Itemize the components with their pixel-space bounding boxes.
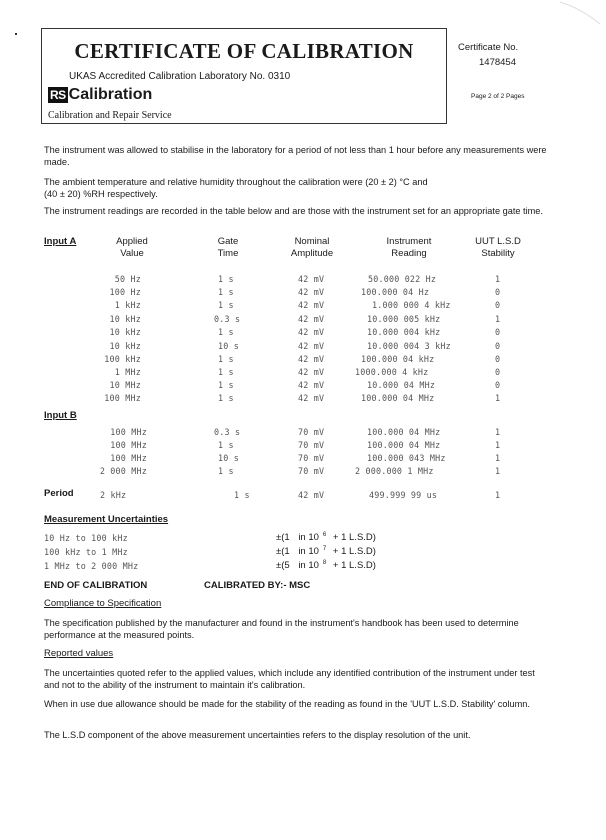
input-a-lsd: 0 [495, 354, 501, 364]
input-a-amplitude: 42 mV [298, 354, 325, 364]
uncertainty-tail: + 1 L.S.D) [332, 546, 376, 558]
input-a-reading: 1.000 000 4 kHz [372, 300, 451, 310]
input-a-reading: 100.000 04 kHz [361, 354, 435, 364]
uncertainty-pm: ±(1 [276, 532, 290, 544]
intro-paragraph-2 [44, 176, 564, 201]
input-a-lsd: 0 [495, 327, 501, 337]
reported-paragraph-1: The uncertainties quoted refer to the applied values, which include any identified contribution of the instrument under test and not to the ability of the instrument to maintain it's calibration. [44, 668, 535, 691]
input-a-lsd: 1 [495, 393, 501, 403]
input-b-gate: 1 s [218, 440, 234, 450]
input-a-lsd: 1 [495, 274, 501, 284]
uncertainty-value [276, 560, 376, 571]
uncertainty-pm: ±(1 [276, 546, 290, 558]
uncertainty-tail: + 1 L.S.D) [332, 532, 376, 544]
input-b-amplitude: 70 mV [298, 453, 325, 463]
input-a-amplitude: 42 mV [298, 314, 325, 324]
uncertainty-value [276, 546, 376, 557]
certificate-number-label: Certificate No. [458, 42, 519, 53]
col-lsd-line2: Stability [481, 248, 515, 259]
period-reading: 499.999 99 us [369, 490, 438, 500]
input-a-gate: 1 s [218, 367, 234, 377]
input-a-reading: 100.000 04 MHz [361, 393, 435, 403]
intro-paragraph-2-line-1: The ambient temperature and relative humidity throughout the calibration were (20 ± 2) °C and [44, 177, 428, 187]
input-b-reading: 2 000.000 1 MHz [355, 466, 434, 476]
input-a-amplitude: 42 mV [298, 380, 325, 390]
uncertainty-range: 100 kHz to 1 MHz [44, 547, 128, 557]
input-b-applied: 100 MHz [110, 427, 147, 437]
input-b-amplitude: 70 mV [298, 466, 325, 476]
input-a-amplitude: 42 mV [298, 300, 325, 310]
col-applied-value [102, 236, 162, 260]
reported-paragraph-2: When in use due allowance should be made for the stability of the reading as found in the 'UUT L.S.D. Stability' column. [44, 699, 530, 709]
uncertainty-pm: ±(5 [276, 560, 290, 572]
uncertainty-base: in 10 [298, 546, 319, 558]
input-a-lsd: 0 [495, 380, 501, 390]
input-b-applied: 2 000 MHz [99, 466, 147, 476]
input-b-amplitude: 70 mV [298, 440, 325, 450]
col-amp-line1: Nominal [294, 236, 330, 247]
input-a-amplitude: 42 mV [298, 327, 325, 337]
col-gate-time [208, 236, 248, 260]
input-b-lsd: 1 [495, 440, 501, 450]
rs-calibration-logo [48, 86, 152, 104]
intro-paragraph-2-line-2: (40 ± 20) %RH respectively. [44, 189, 158, 200]
input-b-lsd: 1 [495, 453, 501, 463]
certificate-title: CERTIFICATE OF CALIBRATION [74, 39, 414, 63]
input-a-amplitude: 42 mV [298, 274, 325, 284]
uncertainty-exponent: 6 [322, 532, 327, 538]
compliance-heading: Compliance to Specification [44, 598, 162, 609]
input-a-applied: 100 kHz [104, 354, 141, 364]
input-a-gate: 1 s [218, 354, 234, 364]
input-a-applied: 100 Hz [109, 287, 141, 297]
uncertainty-exponent: 7 [322, 546, 327, 552]
col-applied-line1: Applied [116, 236, 148, 247]
input-b-applied: 100 MHz [110, 440, 147, 450]
logo-text: Calibration [68, 86, 153, 103]
col-read-line1: Instrument [386, 236, 432, 247]
scan-speck [15, 33, 17, 35]
input-a-applied: 50 Hz [114, 274, 141, 284]
input-a-gate: 1 s [218, 287, 234, 297]
input-a-lsd: 0 [495, 341, 501, 351]
input-a-reading: 10.000 004 3 kHz [367, 341, 451, 351]
input-a-gate: 1 s [218, 300, 234, 310]
uncertainties-heading: Measurement Uncertainties [44, 514, 169, 525]
col-lsd-line1: UUT L.S.D [475, 236, 521, 247]
input-a-gate: 1 s [218, 380, 234, 390]
input-a-amplitude: 42 mV [298, 287, 325, 297]
input-b-reading: 100.000 04 MHz [367, 440, 441, 450]
page-indicator: Page 2 of 2 Pages [471, 93, 525, 100]
input-a-applied: 10 kHz [109, 341, 141, 351]
end-of-calibration: END OF CALIBRATION [44, 580, 148, 591]
input-a-lsd: 0 [495, 367, 501, 377]
input-a-reading: 10.000 004 kHz [367, 327, 441, 337]
input-a-heading: Input A [44, 236, 77, 247]
input-a-applied: 1 MHz [114, 367, 141, 377]
input-b-lsd: 1 [495, 427, 501, 437]
input-a-lsd: 0 [495, 300, 501, 310]
input-b-heading: Input B [44, 410, 77, 421]
calibrated-by: CALIBRATED BY:- MSC [204, 580, 311, 591]
input-b-gate: 10 s [218, 453, 239, 463]
period-heading: Period [44, 488, 74, 499]
input-a-gate: 1 s [218, 274, 234, 284]
certificate-header [41, 28, 447, 124]
ukas-accreditation: UKAS Accredited Calibration Laboratory No. 0310 [69, 71, 291, 82]
uncertainty-base: in 10 [298, 560, 319, 572]
page-fold-mark [560, 0, 606, 30]
reported-values-heading: Reported values [44, 648, 114, 659]
input-a-amplitude: 42 mV [298, 367, 325, 377]
input-a-applied: 1 kHz [114, 300, 141, 310]
intro-paragraph-3: The instrument readings are recorded in the table below and are those with the instrument set for an appropriate gate time. [44, 206, 543, 216]
input-a-reading: 100.000 04 Hz [361, 287, 430, 297]
certificate-number: 1478454 [479, 57, 516, 68]
col-nominal-amplitude [280, 236, 344, 260]
col-instrument-reading [374, 236, 444, 260]
col-amp-line2: Amplitude [290, 248, 334, 259]
input-b-applied: 100 MHz [110, 453, 147, 463]
col-read-line2: Reading [391, 248, 427, 259]
col-uut-lsd-stability [468, 236, 528, 260]
service-line: Calibration and Repair Service [48, 110, 172, 121]
uncertainty-tail: + 1 L.S.D) [332, 560, 376, 572]
input-a-lsd: 0 [495, 287, 501, 297]
period-applied: 2 kHz [100, 490, 127, 500]
input-b-lsd: 1 [495, 466, 501, 476]
input-b-gate: 0.3 s [214, 427, 241, 437]
input-b-reading: 100.000 04 MHz [367, 427, 441, 437]
input-a-reading: 10.000 04 MHz [367, 380, 436, 390]
input-a-gate: 10 s [218, 341, 239, 351]
col-gate-line2: Time [217, 248, 239, 259]
rs-logo-mark: RS [50, 88, 66, 102]
col-gate-line1: Gate [217, 236, 239, 247]
input-a-applied: 10 MHz [109, 380, 141, 390]
uncertainty-exponent: 8 [322, 560, 327, 566]
input-a-reading: 1000.000 4 kHz [355, 367, 429, 377]
input-b-reading: 100.000 043 MHz [367, 453, 446, 463]
input-a-gate: 0.3 s [214, 314, 241, 324]
col-applied-line2: Value [120, 248, 144, 259]
input-a-amplitude: 42 mV [298, 341, 325, 351]
reported-paragraph-3: The L.S.D component of the above measurement uncertainties refers to the display resolution of the unit. [44, 730, 471, 740]
period-gate: 1 s [234, 490, 250, 500]
input-a-gate: 1 s [218, 393, 234, 403]
input-b-gate: 1 s [218, 466, 234, 476]
input-a-applied: 100 MHz [104, 393, 141, 403]
input-a-gate: 1 s [218, 327, 234, 337]
period-amplitude: 42 mV [298, 490, 325, 500]
uncertainty-base: in 10 [298, 532, 319, 544]
uncertainty-value [276, 532, 376, 543]
uncertainty-range: 10 Hz to 100 kHz [44, 533, 128, 543]
input-b-amplitude: 70 mV [298, 427, 325, 437]
input-a-reading: 50.000 022 Hz [368, 274, 437, 284]
input-a-lsd: 1 [495, 314, 501, 324]
uncertainty-range: 1 MHz to 2 000 MHz [44, 561, 139, 571]
input-a-applied: 10 kHz [109, 327, 141, 337]
input-a-applied: 10 kHz [109, 314, 141, 324]
period-lsd: 1 [495, 490, 501, 500]
input-a-reading: 10.000 005 kHz [367, 314, 441, 324]
compliance-text: The specification published by the manufacturer and found in the instrument's handbook has been used to determine performance at the measured points. [44, 618, 519, 641]
input-a-amplitude: 42 mV [298, 393, 325, 403]
intro-paragraph-1: The instrument was allowed to stabilise in the laboratory for a period of not less than 1 hour before any measurements were made. [44, 145, 547, 168]
